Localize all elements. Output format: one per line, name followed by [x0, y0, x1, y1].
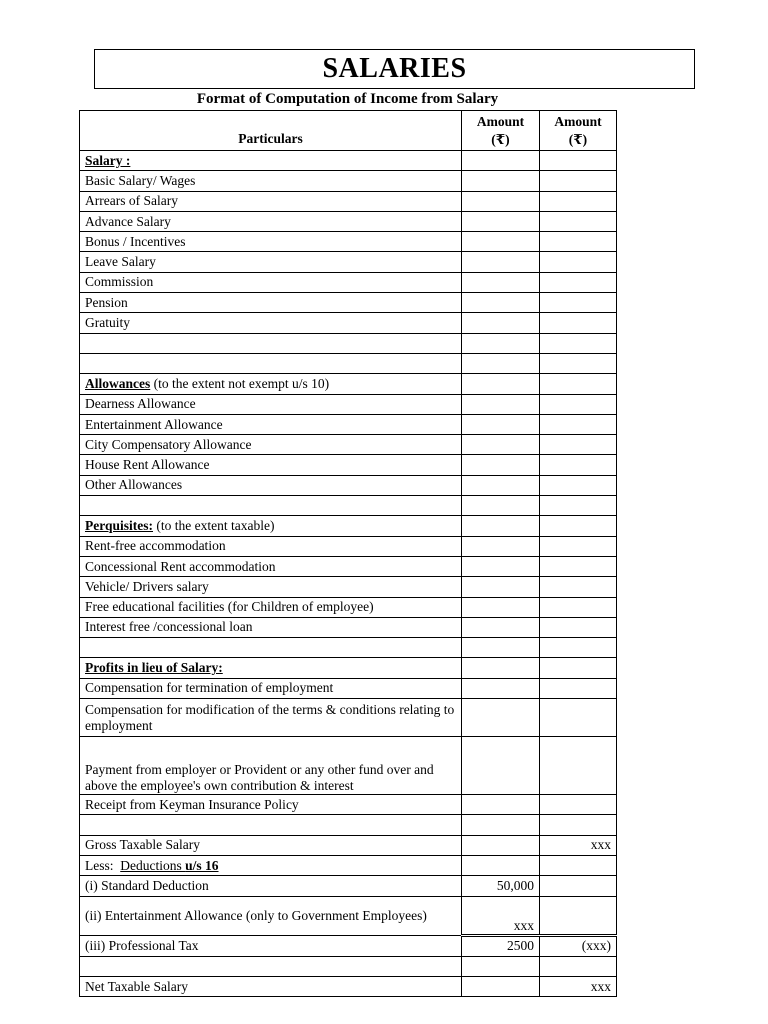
table-row	[80, 577, 617, 597]
deduction-row	[80, 935, 617, 956]
row-label: Dearness Allowance	[80, 394, 462, 414]
table-row	[80, 252, 617, 272]
table-row	[80, 232, 617, 252]
row-label: Concessional Rent accommodation	[80, 556, 462, 576]
section-heading-row	[80, 374, 617, 394]
header-amount-2-label: Amount	[554, 113, 602, 129]
less-row	[80, 855, 617, 875]
subtitle: Format of Computation of Income from Salary	[196, 91, 499, 107]
perquisites-note: (to the extent taxable)	[153, 517, 275, 533]
gross-row	[80, 835, 617, 855]
row-label: Compensation for termination of employment	[80, 678, 462, 698]
table-row	[80, 536, 617, 556]
row-label: Receipt from Keyman Insurance Policy	[80, 795, 462, 815]
empty-row	[80, 496, 617, 516]
section-heading-row	[80, 658, 617, 678]
row-label: City Compensatory Allowance	[80, 435, 462, 455]
row-label: Compensation for modification of the terms & conditions relating to employment	[80, 699, 462, 737]
deduction-label: (i) Standard Deduction	[80, 876, 462, 896]
row-label: House Rent Allowance	[80, 455, 462, 475]
header-amount-1-unit: (₹)	[491, 131, 510, 147]
header-amount-1-label: Amount	[476, 113, 525, 129]
table-row	[80, 617, 617, 637]
deduction-label: (ii) Entertainment Allowance (only to Government Employees)	[80, 896, 462, 935]
row-label: Advance Salary	[80, 211, 462, 231]
row-label: Leave Salary	[80, 252, 462, 272]
row-label: Gratuity	[80, 313, 462, 333]
deduction-amount: 2500	[462, 935, 540, 956]
header-particulars: Particulars	[80, 111, 462, 151]
row-label: Payment from employer or Provident or any other fund over and above the employee's own contribution & interest	[80, 737, 462, 795]
row-label: Bonus / Incentives	[80, 232, 462, 252]
empty-row	[80, 353, 617, 373]
empty-row	[80, 333, 617, 353]
row-label: Interest free /concessional loan	[80, 617, 462, 637]
gross-label: Gross Taxable Salary	[80, 835, 462, 855]
section-heading-row	[80, 516, 617, 536]
deduction-label: (iii) Professional Tax	[80, 935, 462, 956]
row-label: Other Allowances	[80, 475, 462, 495]
table-row	[80, 678, 617, 698]
table-row	[80, 293, 617, 313]
table-row	[80, 414, 617, 434]
deduction-amount: 50,000	[462, 876, 540, 896]
table-row	[80, 455, 617, 475]
empty-row	[80, 815, 617, 835]
table-row	[80, 737, 617, 795]
deduction-row	[80, 876, 617, 896]
perquisites-heading: Perquisites:	[85, 517, 153, 533]
table-row	[80, 171, 617, 191]
row-label: Arrears of Salary	[80, 191, 462, 211]
allowances-note: (to the extent not exempt u/s 10)	[150, 375, 330, 391]
table-row	[80, 272, 617, 292]
row-label: Pension	[80, 293, 462, 313]
gross-amount: xxx	[540, 835, 617, 855]
net-amount: xxx	[540, 977, 617, 997]
table-row	[80, 795, 617, 815]
deduction-row	[80, 896, 617, 935]
less-section: u/s 16	[185, 857, 219, 873]
less-prefix: Less:	[85, 857, 121, 873]
computation-table	[79, 110, 617, 997]
row-label: Free educational facilities (for Children of employee)	[80, 597, 462, 617]
deduction-total: (xxx)	[540, 935, 617, 956]
section-heading-row	[80, 151, 617, 171]
empty-row	[80, 956, 617, 976]
row-label: Basic Salary/ Wages	[80, 171, 462, 191]
profits-heading: Profits in lieu of Salary:	[85, 660, 223, 676]
row-label: Entertainment Allowance	[80, 414, 462, 434]
table-row	[80, 394, 617, 414]
page-title: SALARIES	[322, 53, 467, 84]
table-row	[80, 211, 617, 231]
less-deductions: Deductions	[120, 857, 186, 873]
row-label: Commission	[80, 272, 462, 292]
table-row	[80, 313, 617, 333]
deduction-amount: xxx	[462, 896, 540, 935]
header-amount-1	[462, 111, 540, 151]
table-row	[80, 597, 617, 617]
net-row	[80, 977, 617, 997]
row-label: Vehicle/ Drivers salary	[80, 577, 462, 597]
net-label: Net Taxable Salary	[80, 977, 462, 997]
row-label: Rent-free accommodation	[80, 536, 462, 556]
table-row	[80, 191, 617, 211]
empty-row	[80, 638, 617, 658]
header-row	[80, 111, 617, 151]
allowances-heading: Allowances	[85, 375, 151, 391]
header-amount-2	[540, 111, 617, 151]
header-amount-2-unit: (₹)	[568, 131, 588, 147]
table-row	[80, 556, 617, 576]
table-row	[80, 699, 617, 737]
table-row	[80, 475, 617, 495]
title-box	[94, 49, 695, 89]
table-row	[80, 435, 617, 455]
salary-heading: Salary :	[85, 152, 131, 168]
